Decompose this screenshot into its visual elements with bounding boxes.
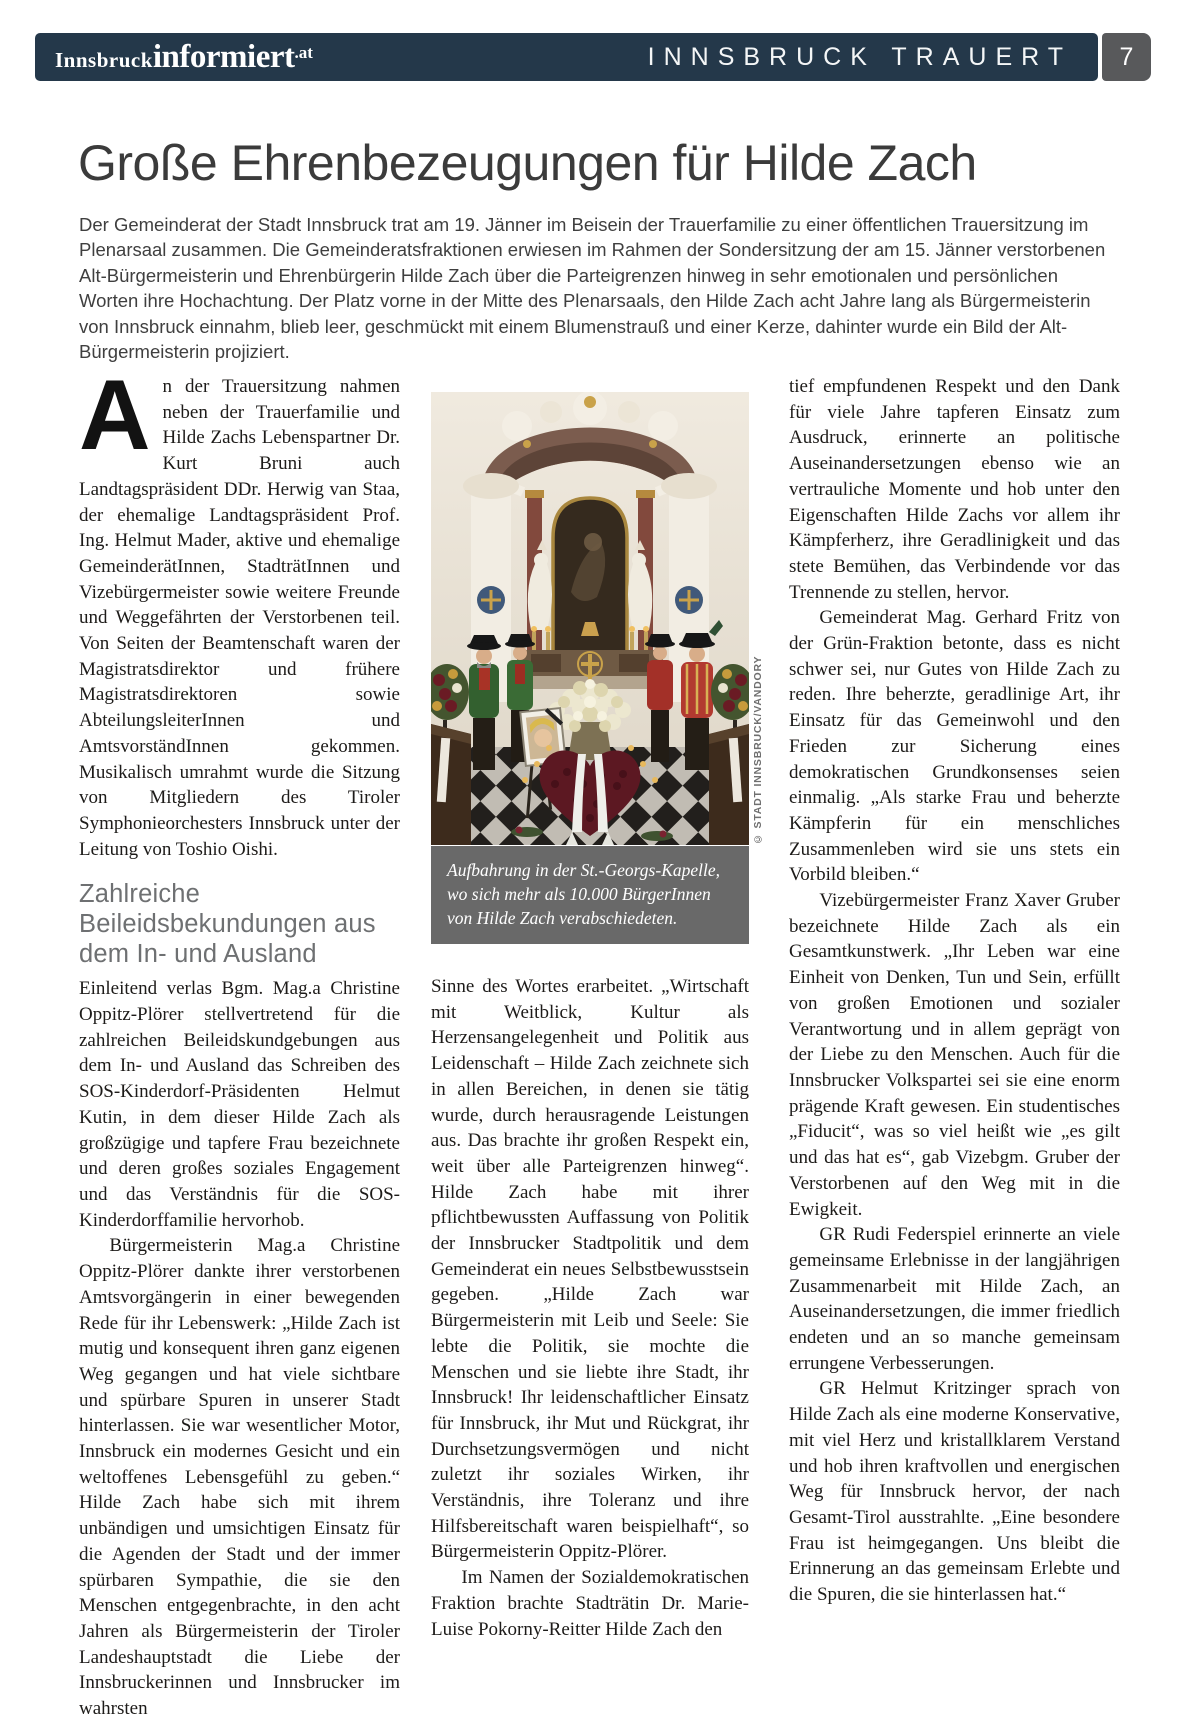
logo-part-innsbruck: Innsbruck [55,47,153,72]
body-paragraph: Sinne des Wortes erarbeitet. „Wirtschaft mit Weitblick, Kultur als Herzensangelegenheit und Politik aus Leidenschaft – Hilde Zach zeichnete sich in allen Bereichen, in denen sie tätig wurde, durch herausragende Leistungen aus. Das brachte ihr großen Respekt ein, weit über alle Parteigrenzen hinweg“. Hilde Zach habe mit ihrer pflichtbewussten Auffassung von Politik der Innsbrucker Stadtpolitik und dem Gemeinderat ein neues Selbstbewusstsein gegeben. „Hilde Zach war Bürgermeisterin mit Leib und Seele: Sie lebte die Politik, sie mochte die Menschen und sie liebte ihre Stadt, ihr Innsbruck! Ihr leidenschaftlicher Einsatz für Innsbruck, ihr Mut und Rückgrat, ihr Durchsetzungsvermögen und nicht zuletzt ihr soziales Wirken, ihr Verständnis, ihre Toleranz und ihre Hilfsbereitschaft waren beispielhaft“, so Bürgermeisterin Oppitz-Plörer. [431,976,749,1563]
article-title: Große Ehrenbezeugungen für Hilde Zach [78,135,977,191]
paragraph-text: n der Trauersitzung nahmen neben der Trauerfamilie und Hilde Zachs Lebenspartner Dr. Kurt Bruni auch Landtagspräsident DDr. Herwig van Staa, der ehemalige Landtagspräsident Prof. Ing. Helmut Mader, aktive und ehemalige GemeinderätInnen, StadträtInnen und Vizebürgermeister sowie weitere Freunde und Weggefährten der Verstorbenen teil. Von Seiten der Beamtenschaft waren der Magistratsdirektor und frühere Magistratsdirektoren sowie AbteilungsleiterInnen und AmtsvorständInnen gekommen. Musikalisch umrahmt wurde die Sitzung von Mitgliedern des Tiroler Symphonieorchesters Innsbruck unter der Leitung von Toshio Oishi. [79,376,400,860]
body-paragraph: Einleitend verlas Bgm. Mag.a Christine Oppitz-Plörer stellvertretend für die zahlreichen Beileidskundgebungen aus dem In- und Ausland das Schreiben des SOS-Kinderdorf-Präsidenten Helmut Kutin, in dem dieser Hilde Zach als großzügige und tapfere Frau bezeichnete und deren großes soziales Engagement und das Verständnis für die SOS-Kinderdorffamilie hervorhob. [79,978,400,1231]
chapel-photo [431,392,749,845]
body-paragraph: Gemeinderat Mag. Gerhard Fritz von der Grün-Fraktion betonte, dass es nicht schwer sei, nur Gutes von Hilde Zach zu reden. Ihre beherzte, geradlinige Art, ihr Einsatz für das Gemeinwohl und den Frieden zur Sicherung eines demokratischen Grundkonsenses seien einmalig. „Als starke Frau und beherzte Kämpferin für ein menschliches Zusammenleben wird sie uns stets ein Vorbild bleiben.“ [789,607,1120,886]
section-title: INNSBRUCK TRAUERT [647,42,1072,71]
magazine-logo [55,38,313,75]
header-bar [35,33,1098,81]
body-paragraph [79,359,400,862]
lead-paragraph: Der Gemeinderat der Stadt Innsbruck trat am 19. Jänner im Beisein der Trauerfamilie zu einer öffentlichen Trauersitzung im Plenarsaal zusammen. Die Gemeinderatsfraktionen erwiesen im Rahmen der Sondersitzung der am 15. Jänner verstorbenen Alt-Bürgermeisterin und Ehrenbürgerin Hilde Zach über die Parteigrenzen hinweg in sehr emotionalen und persönlichen Worten ihre Hochachtung. Der Platz vorne in der Mitte des Plenarsaals, den Hilde Zach acht Jahre lang als Bürgermeisterin von Innsbruck einnahm, blieb leer, geschmückt mit einem Blumenstrauß und einer Kerze, dahinter wurde ein Bild der Alt-Bürgermeisterin projiziert. [79,214,1106,363]
body-paragraph: tief empfundenen Respekt und den Dank für viele Jahre tapferen Einsatz zum Ausdruck, erinnerte an politische Auseinandersetzungen ebenso wie an vertrauliche Momente und hob unter den Eigenschaften Hilde Zachs vor allem ihr Kämpferherz, ihre Geradlinigkeit und das stete Bemühen, das Verbindende vor das Trennende zu stellen, hervor. [789,376,1120,603]
photo-credit: © STADT INNSBRUCK/VANDORY [752,655,764,845]
body-paragraph: GR Rudi Federspiel erinnerte an viele gemeinsame Erlebnisse in der langjährigen Zusammenarbeit mit Hilde Zach, an Auseinandersetzungen, die immer friedlich endeten und an so manche gemeinsam errungene Verbesserungen. [789,1224,1120,1374]
drop-cap: A [79,359,151,470]
body-paragraph: Bürgermeisterin Mag.a Christine Oppitz-Plörer dankte ihrer verstorbenen Amtsvorgängerin in einer bewegenden Rede für ihr Lebenswerk: „Hilde Zach ist mutig und konsequent ihren ganz eigenen Weg gegangen und hat viele sichtbare und spürbare Spuren in unserer Stadt hinterlassen. Sie war wesentlicher Motor, Innsbruck ein modernes Gesicht und ein weltoffenes Lebensgefühl zu geben.“ Hilde Zach habe sich mit ihrem unbändigen und umsichtigen Einsatz für die Agenden der Stadt und der immer spürbaren Sympathie, die sie den Menschen entgegenbrachte, in den acht Jahren als Bürgermeisterin der Tiroler Landeshauptstadt die Liebe der Innsbruckerinnen und Innsbrucker im wahrsten [79,1235,400,1720]
body-paragraph: GR Helmut Kritzinger sprach von Hilde Zach als eine moderne Konservative, mit viel Herz und kristallklarem Verstand und hob ihren kraftvollen und energischen Weg für Innsbruck hervor, der nach Gesamt-Tirol ausstrahlte. „Eine besondere Frau ist heimgegangen. Uns bleibt die Erinnerung an das gemeinsam Erlebte und die Spuren, die sie hinterlassen hat.“ [789,1378,1120,1606]
page-number: 7 [1119,42,1134,71]
logo-part-at: .at [294,42,313,62]
column-3 [789,374,1120,1608]
logo-part-informiert: informiert [152,38,295,75]
photo-caption: Aufbahrung in der St.-Georgs-Kapelle, wo sich mehr als 10.000 BürgerInnen von Hilde Zach verabschiedeten. [431,846,749,944]
column-1 [79,359,400,1722]
column-2 [431,392,749,1642]
subheading: Zahlreiche Beileidsbekundungen aus dem In- und Ausland [79,880,376,969]
body-paragraph: Im Namen der Sozialdemokratischen Fraktion brachte Stadträtin Dr. Marie-Luise Pokorny-Reitter Hilde Zach den [431,1567,749,1640]
body-paragraph: Vizebürgermeister Franz Xaver Gruber bezeichnete Hilde Zach als ein Gesamtkunstwerk. „Ihr Leben war eine Einheit von Denken, Tun und Sein, erfüllt von großen Emotionen und sozialer Verantwortung und in allem geprägt von der Liebe zu den Menschen. Auch für die Innsbrucker Volkspartei sei sie eine enorm prägende Kraft gewesen. Ein studentisches „Fiducit“, was so viel heißt wie „es gilt und das hat es“, gab Vizebgm. Gruber der Verstorbenen auf den Weg mit in die Ewigkeit. [789,890,1120,1220]
page-number-badge [1102,33,1151,81]
